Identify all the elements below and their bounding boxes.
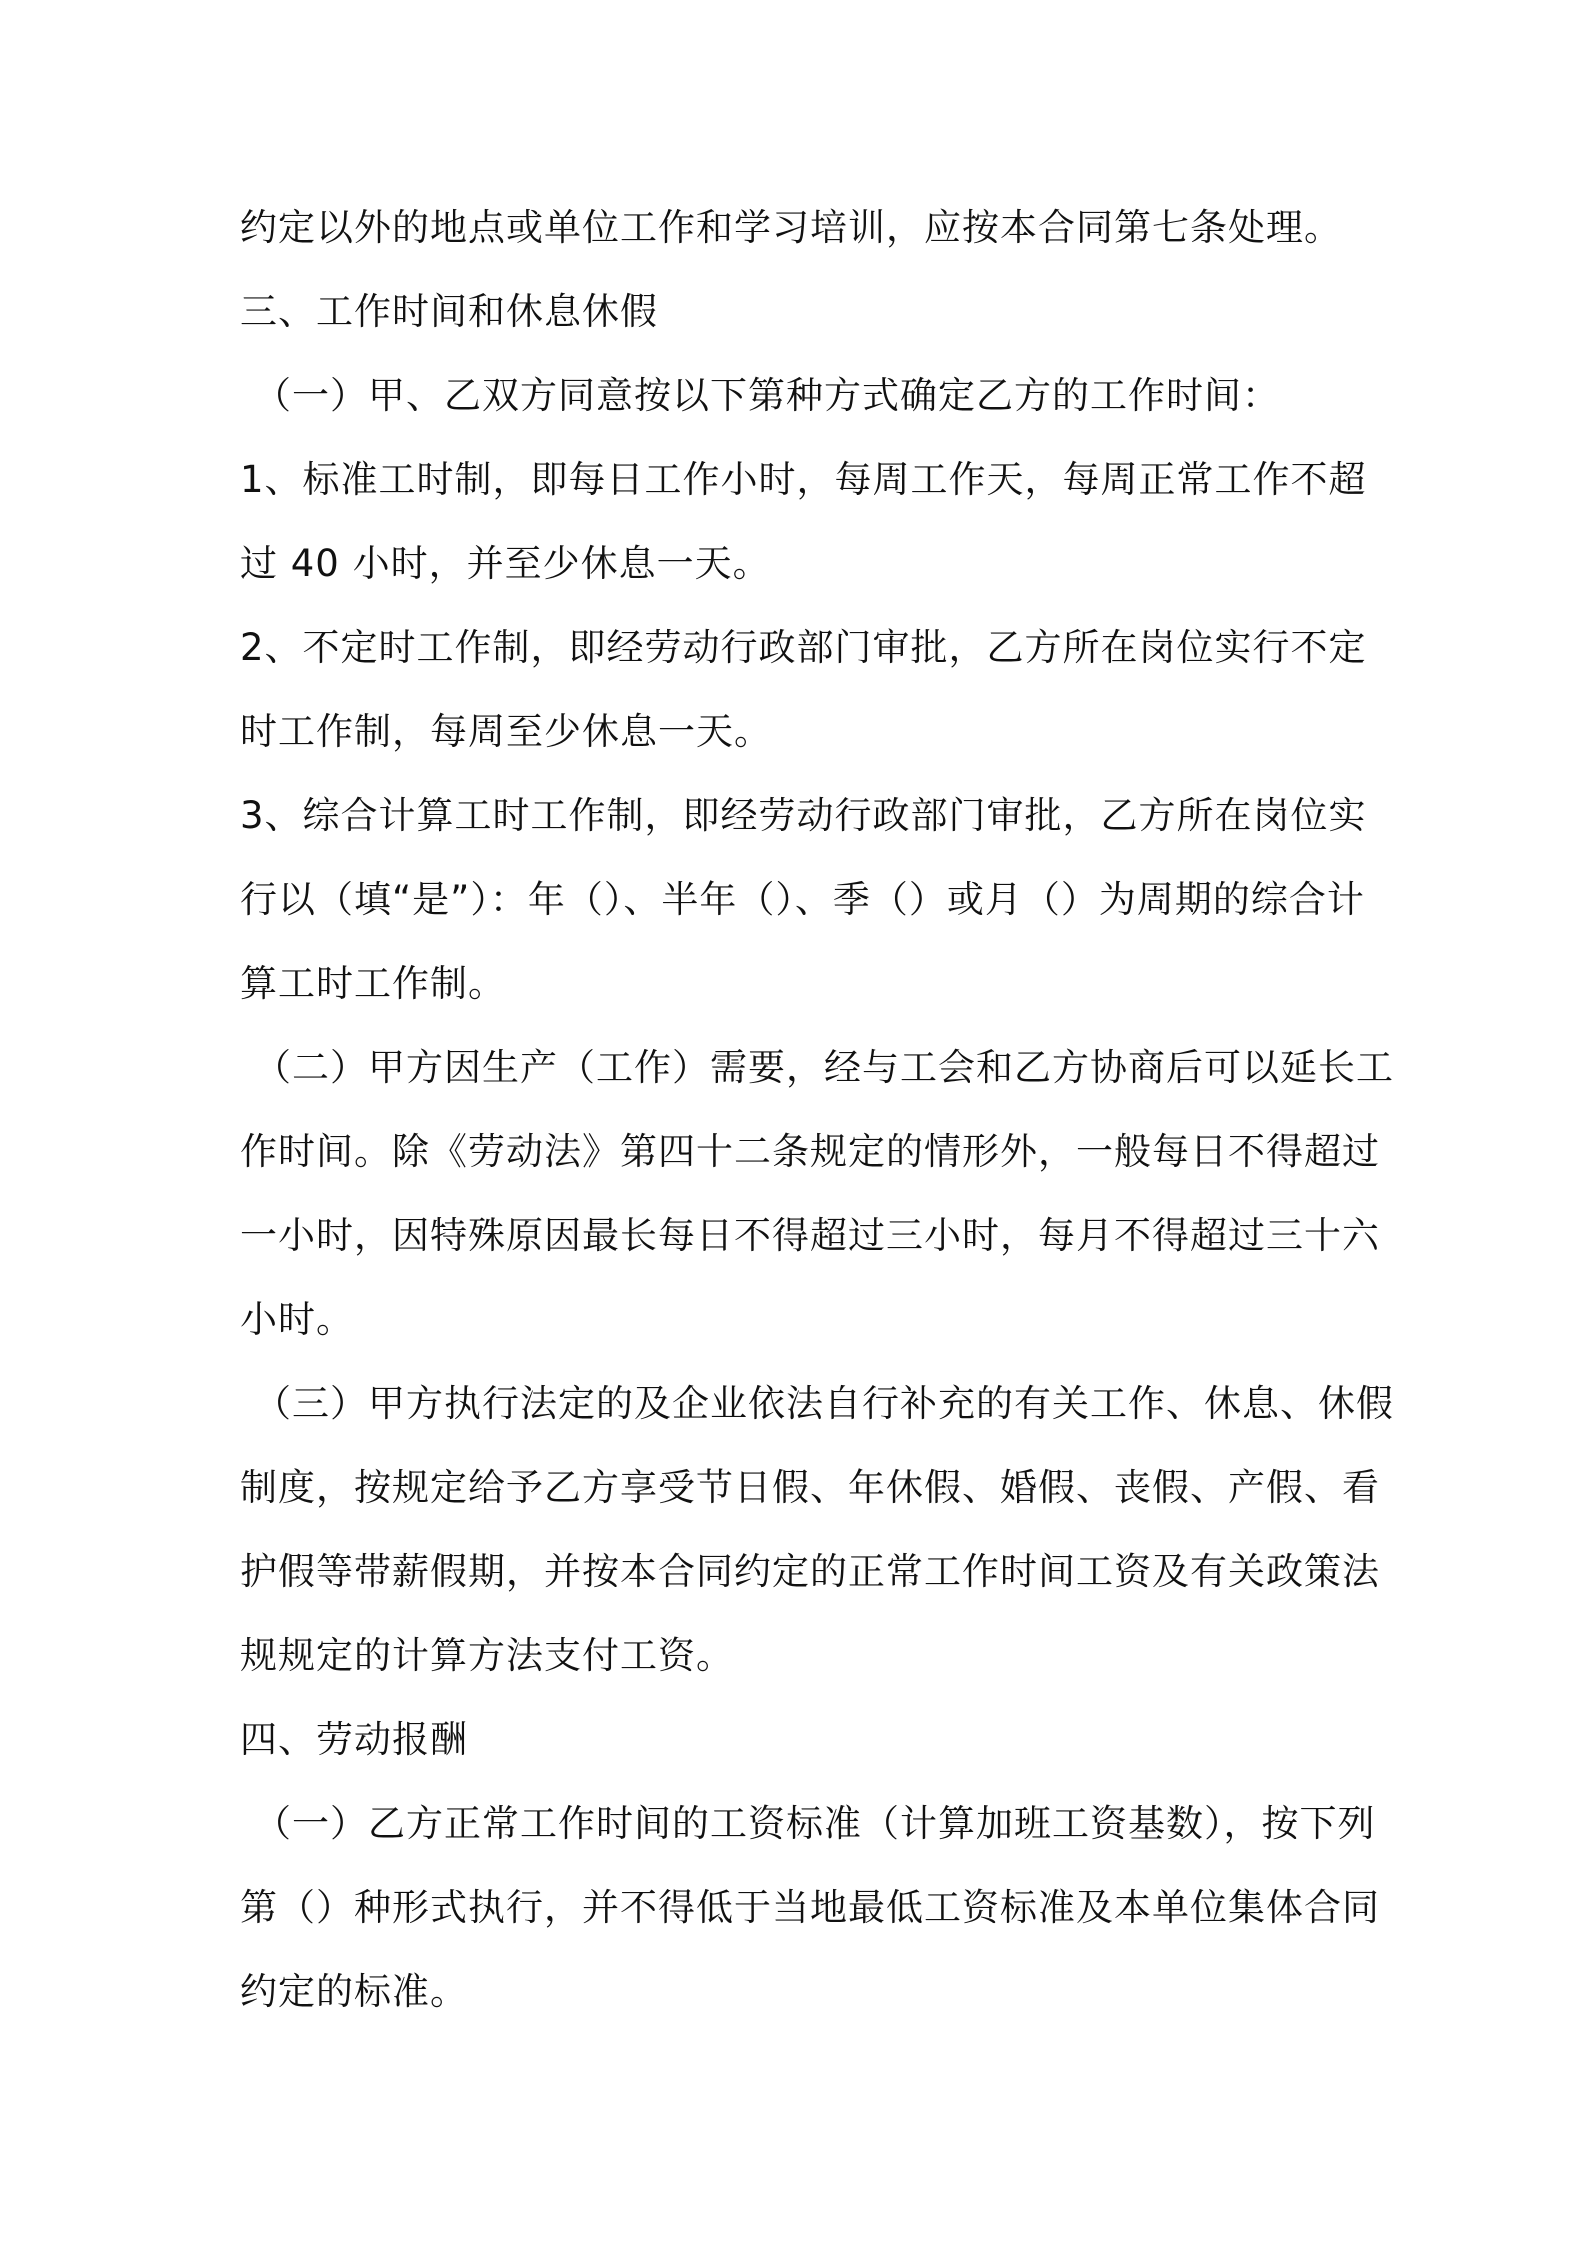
text-line: 规规定的计算方法支付工资。 <box>240 1634 734 1677</box>
text-line: 算工时工作制。 <box>240 962 506 1005</box>
text-line: 制度，按规定给予乙方享受节日假、年休假、婚假、丧假、产假、看 <box>240 1466 1380 1509</box>
text-line: （三）甲方执行法定的及企业依法自行补充的有关工作、休息、休假 <box>254 1382 1394 1425</box>
text-line: 一小时，因特殊原因最长每日不得超过三小时，每月不得超过三十六 <box>240 1214 1380 1257</box>
text-line: 1、标准工时制，即每日工作小时，每周工作天，每周正常工作不超 <box>240 458 1367 501</box>
text-line: 行以（填“是”）：年（）、半年（）、季（）或月（）为周期的综合计 <box>240 878 1365 921</box>
text-line: 2、不定时工作制，即经劳动行政部门审批，乙方所在岗位实行不定 <box>240 626 1367 669</box>
text-line: 时工作制，每周至少休息一天。 <box>240 710 772 753</box>
text-line: 过 40 小时，并至少休息一天。 <box>240 542 771 585</box>
text-line: 小时。 <box>240 1298 354 1341</box>
text-line: 3、综合计算工时工作制，即经劳动行政部门审批，乙方所在岗位实 <box>240 794 1367 837</box>
text-line: （一）甲、乙双方同意按以下第种方式确定乙方的工作时间： <box>254 374 1280 417</box>
text-line: 护假等带薪假期，并按本合同约定的正常工作时间工资及有关政策法 <box>240 1550 1380 1593</box>
text-line: （一）乙方正常工作时间的工资标准（计算加班工资基数），按下列 <box>254 1802 1376 1845</box>
section-heading: 四、劳动报酬 <box>240 1718 468 1761</box>
section-heading: 三、工作时间和休息休假 <box>240 290 658 333</box>
text-line: 作时间。除《劳动法》第四十二条规定的情形外，一般每日不得超过 <box>240 1130 1380 1173</box>
text-line: 第（）种形式执行，并不得低于当地最低工资标准及本单位集体合同 <box>240 1886 1380 1929</box>
text-line: （二）甲方因生产（工作）需要，经与工会和乙方协商后可以延长工 <box>254 1046 1394 1089</box>
text-line: 约定的标准。 <box>240 1970 468 2013</box>
text-line: 约定以外的地点或单位工作和学习培训，应按本合同第七条处理。 <box>240 206 1342 249</box>
